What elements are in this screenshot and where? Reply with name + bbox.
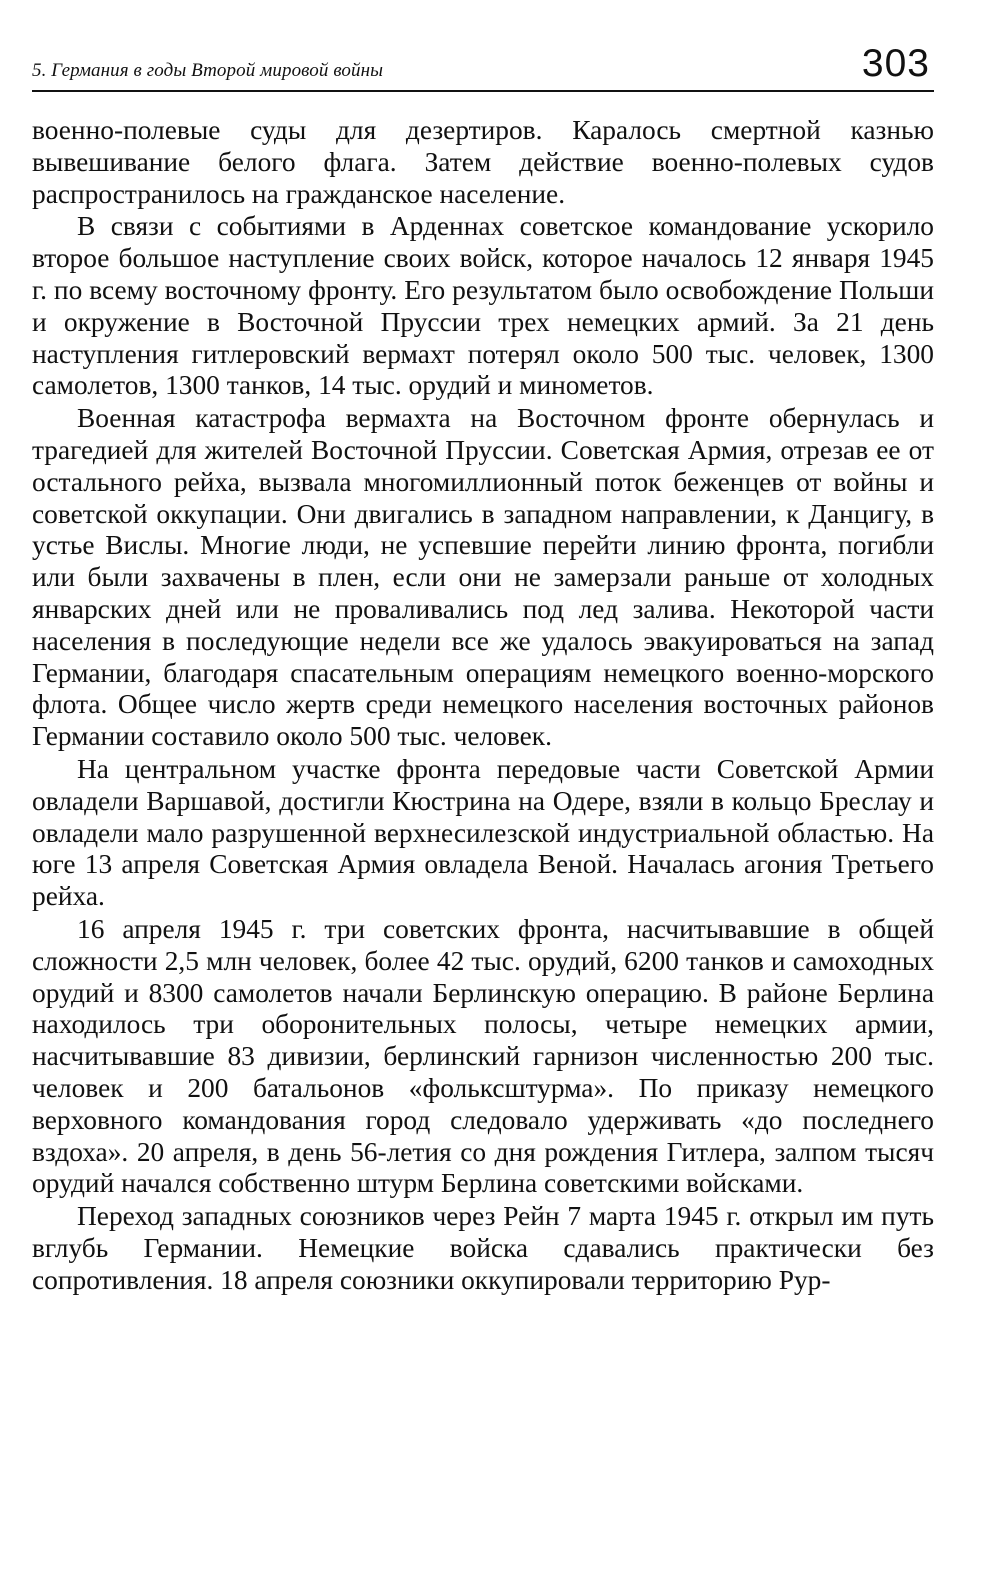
page-header bbox=[32, 44, 934, 92]
paragraph-berlin-operation: 16 апреля 1945 г. три советских фронта, насчитывавшие в общей сложности 2,5 млн человек, более 42 тыс. орудий, 6200 танков и самоходных орудий и 8300 самолетов начали Берлинскую операцию. В районе Берлина находилось три оборонительных полосы, четыре немецких армии, насчитывавшие 83 дивизии, берлинский гарнизон численностью 200 тыс. человек и 200 батальонов «фольксштурма». По приказу немецкого верховного командования город следовало удерживать «до последнего вздоха». 20 апреля, в день 56-летия со дня рождения Гитлера, залпом тысяч орудий начался собственно штурм Берлина советскими войсками. bbox=[32, 913, 934, 1199]
page-number: 303 bbox=[861, 42, 930, 85]
paragraph-east-prussia: Военная катастрофа вермахта на Восточном фронте обернулась и трагедией для жителей Восточной Пруссии. Советская Армия, отрезав ее от остального рейха, вызвала многомиллионный поток беженцев от войны и советской оккупации. Они двигались в западном направлении, к Данцигу, в устье Вислы. Многие люди, не успевшие перейти линию фронта, погибли или были захвачены в плен, если они не замерзали раньше от холодных январских дней или не проваливались под лед залива. Некоторой части населения в последующие недели все же удалось эвакуироваться на запад Германии, благодаря спасательным операциям немецкого военно-морского флота. Общее число жертв среди немецкого населения восточных районов Германии составило около 500 тыс. человек. bbox=[32, 403, 934, 752]
running-title: 5. Германия в годы Второй мировой войны bbox=[32, 60, 384, 81]
paragraph-ardennes: В связи с событиями в Арденнах советское командование ускорило второе большое наступление своих войск, которое началось 12 января 1945 г. по всему восточному фронту. Его результатом было освобождение Польши и окружение в Восточной Пруссии трех немецких армий. За 21 день наступления гитлеровский вермахт потерял около 500 тыс. человек, 1300 самолетов, 1300 танков, 14 тыс. орудий и минометов. bbox=[32, 211, 934, 401]
page-body bbox=[32, 115, 934, 1296]
paragraph-continuation: военно-полевые суды для дезертиров. Каралось смертной казнью вывешивание белого флага. Затем действие военно-полевых судов распространилось на гражданское население. bbox=[32, 115, 934, 209]
paragraph-rhine-crossing: Переход западных союзников через Рейн 7 марта 1945 г. открыл им путь вглубь Германии. Немецкие войска сдавались практически без сопротивления. 18 апреля союзники оккупировали территорию Рур- bbox=[32, 1201, 934, 1295]
paragraph-central-front: На центральном участке фронта передовые части Советской Армии овладели Варшавой, достигли Кюстрина на Одере, взяли в кольцо Бреслау и овладели мало разрушенной верхнесилезской индустриальной областью. На юге 13 апреля Советская Армия овладела Веной. Началась агония Третьего рейха. bbox=[32, 753, 934, 912]
